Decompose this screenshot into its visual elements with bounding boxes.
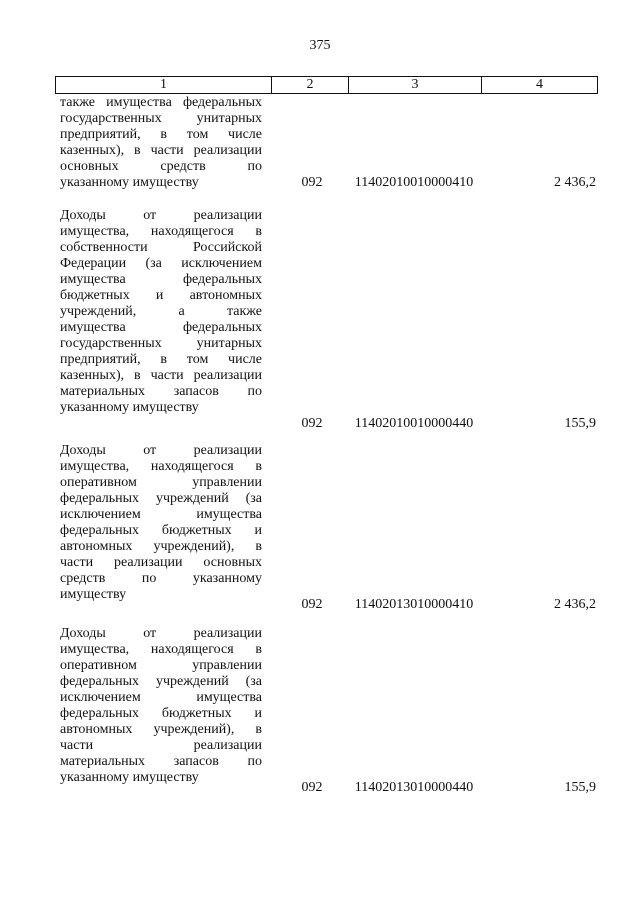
row-description (60, 626, 262, 786)
description-line: автономных учреждений), в (60, 539, 262, 554)
description-line: предприятий, в том числе (60, 127, 262, 142)
description-line: Доходы от реализации (60, 443, 262, 458)
header-col-4: 4 (536, 77, 543, 92)
description-line: предприятий, в том числе (60, 352, 262, 367)
description-line: средств по указанному (60, 571, 262, 586)
description-line: федеральных бюджетных и (60, 523, 262, 538)
description-line: имуществу (60, 587, 127, 602)
description-line: казенных), в части реализации (60, 143, 262, 158)
row-amount: 2 436,2 (554, 175, 596, 190)
description-line: имущества, находящегося в (60, 459, 262, 474)
description-line: федеральных бюджетных и (60, 706, 262, 721)
row-code: 092 (301, 780, 323, 795)
row-code: 092 (301, 416, 323, 431)
description-line: материальных запасов по (60, 384, 262, 399)
row-description (60, 443, 262, 603)
description-line: имущества федеральных (60, 320, 262, 335)
description-line: оперативном управлении (60, 475, 262, 490)
description-line: Федерации (за исключением (60, 256, 262, 271)
row-kbk: 11402013010000410 (354, 597, 474, 612)
description-line: имущества, находящегося в (60, 224, 262, 239)
row-kbk: 11402010010000410 (354, 175, 474, 190)
header-col-3: 3 (349, 77, 482, 93)
row-kbk: 11402013010000440 (354, 780, 474, 795)
description-line: казенных), в части реализации (60, 368, 262, 383)
description-line: Доходы от реализации (60, 208, 262, 223)
description-line: указанному имуществу (60, 770, 199, 785)
description-line: исключением имущества (60, 690, 262, 705)
description-line: части реализации основных (60, 555, 262, 570)
description-line: имущества, находящегося в (60, 642, 262, 657)
header-col-2: 2 (272, 77, 349, 93)
description-line: собственности Российской (60, 240, 262, 255)
description-line: имущества федеральных (60, 272, 262, 287)
description-line: исключением имущества (60, 507, 262, 522)
description-line: основных средств по (60, 159, 262, 174)
description-line: также имущества федеральных (60, 95, 262, 110)
table-header (55, 76, 598, 94)
page-number: 375 (309, 38, 331, 53)
description-line: государственных унитарных (60, 111, 262, 126)
description-line: автономных учреждений), в (60, 722, 262, 737)
row-amount: 2 436,2 (554, 597, 596, 612)
row-description (60, 208, 262, 416)
description-line: федеральных учреждений (за (60, 491, 262, 506)
description-line: оперативном управлении (60, 658, 262, 673)
row-amount: 155,9 (564, 416, 596, 431)
description-line: указанному имуществу (60, 175, 199, 190)
row-kbk: 11402010010000440 (354, 416, 474, 431)
row-code: 092 (301, 597, 323, 612)
description-line: указанному имуществу (60, 400, 199, 415)
description-line: Доходы от реализации (60, 626, 262, 641)
description-line: федеральных учреждений (за (60, 674, 262, 689)
description-line: учреждений, а также (60, 304, 262, 319)
description-line: государственных унитарных (60, 336, 262, 351)
row-amount: 155,9 (564, 780, 596, 795)
header-col-1: 1 (56, 77, 272, 93)
description-line: части реализации (60, 738, 262, 753)
description-line: материальных запасов по (60, 754, 262, 769)
row-description (60, 95, 262, 191)
description-line: бюджетных и автономных (60, 288, 262, 303)
row-code: 092 (301, 175, 323, 190)
